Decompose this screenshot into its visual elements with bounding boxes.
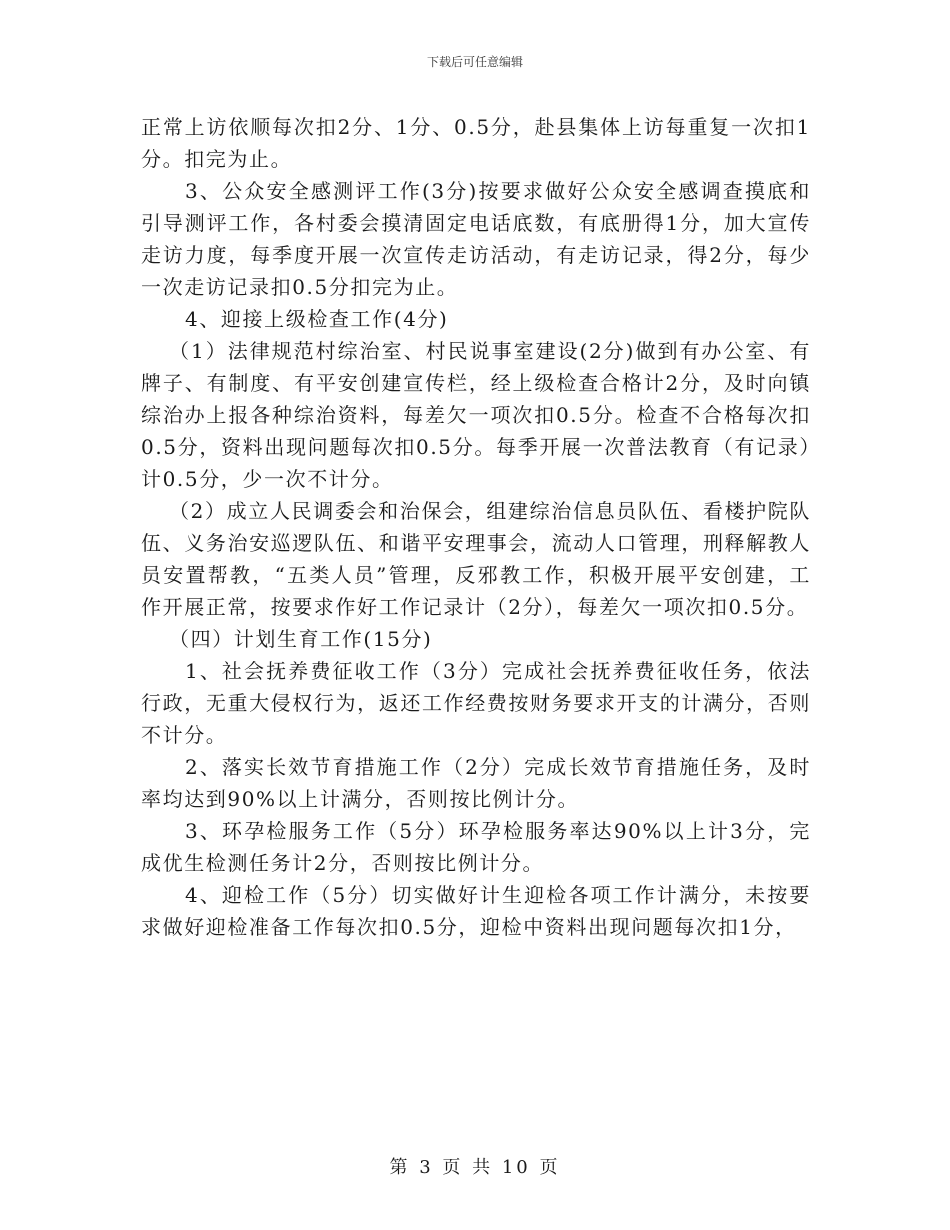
paragraph-continuation: 正常上访依顺每次扣2分、1分、0.5分，赴县集体上访每重复一次扣1分。扣完为止。: [141, 115, 811, 171]
paragraph-social-fee: 1、社会抚养费征收工作（3分）完成社会抚养费征收任务，依法行政，无重大侵权行为，返还工作经费按财务要求开支的计满分，否则不计分。: [141, 659, 811, 747]
paragraph-inspection-heading: 4、迎接上级检查工作(4分): [185, 307, 449, 331]
paragraph-mediation-committee: （2）成立人民调委会和治保会，组建综治信息员队伍、看楼护院队伍、义务治安巡逻队伍、和谐平安理事会，流动人口管理，刑释解教人员安置帮教，“五类人员”管理，反邪教工作，积极开展平安创建，工作开展正常，按要求作好工作记录计（2分），每差欠一项次扣0.5分。: [141, 499, 811, 619]
document-body: [141, 111, 811, 943]
paragraph-legal-village: （1）法律规范村综治室、村民说事室建设(2分)做到有办公室、有牌子、有制度、有平安创建宣传栏，经上级检查合格计2分，及时向镇综治办上报各种综治资料，每差欠一项次扣0.5分。检查不合格每次扣0.5分，资料出现问题每次扣0.5分。每季开展一次普法教育（有记录）计0.5分，少一次不计分。: [141, 339, 811, 491]
paragraph-public-safety: 3、公众安全感测评工作(3分)按要求做好公众安全感调查摸底和引导测评工作，各村委会摸清固定电话底数，有底册得1分，加大宣传走访力度，每季度开展一次宣传走访活动，有走访记录，得2分，每少一次走访记录扣0.5分扣完为止。: [141, 179, 811, 299]
paragraph-pregnancy-check: 3、环孕检服务工作（5分）环孕检服务率达90%以上计3分，完成优生检测任务计2分，否则按比例计分。: [141, 819, 811, 875]
page-number: 第 3 页 共 10 页: [389, 1157, 561, 1178]
section-heading-family-planning: （四）计划生育工作(15分): [169, 627, 433, 651]
paragraph-birth-control: 2、落实长效节育措施工作（2分）完成长效节育措施任务，及时率均达到90%以上计满分，否则按比例计分。: [141, 755, 811, 811]
page-header: 下载后可任意编辑: [426, 55, 523, 69]
paragraph-inspection-work: 4、迎检工作（5分）切实做好计生迎检各项工作计满分，未按要求做好迎检准备工作每次扣0.5分，迎检中资料出现问题每次扣1分，: [141, 883, 811, 939]
